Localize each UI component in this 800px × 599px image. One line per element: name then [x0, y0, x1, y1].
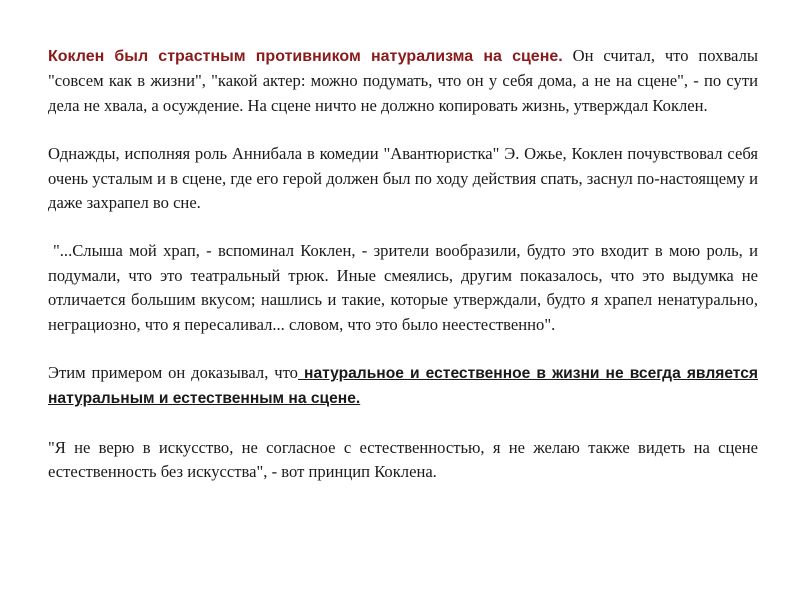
paragraph-5-quote: "Я не верю в искусство, не согласное с естественностью, я не желаю также видеть на сцене естественность без искусства", - вот принцип Коклена. [48, 437, 758, 482]
paragraph-2: Однажды, исполняя роль Аннибала в комедии "Авантюристка" Э. Ожье, Коклен почувствовал себя очень усталым и в сцене, где его герой должен был по ходу действия спать, заснул по-настоящему и даже захрапел во сне. [48, 144, 758, 213]
paragraph-4-emphasis: натуральное и естественное в жизни не всегда является натуральным и естественным на сцене. [48, 365, 758, 408]
paragraph-3-quote: "...Слыша мой храп, - вспоминал Коклен, - зрители вообразили, будто это входит в мою роль, и подумали, что это театральный трюк. Иные смеялись, другим показалось, что это выдумка не отличается большим вкусом; нашлись и такие, которые утверждали, будто я храпел ненатурально, неграциозно, что я пересаливал... словом, что это было неестественно". [48, 241, 758, 334]
paragraph-4 [48, 361, 758, 412]
paragraph-4-text: Этим примером он доказывал, что [48, 363, 298, 383]
paragraph-1-text: Он считал, что похвалы "совсем как в жизни", "какой актер: можно подумать, что он у себя дома, а не на сцене", - по сути дела не хвала, а осуждение. На сцене ничто не должно копировать жизнь, утверждал Коклен. [48, 46, 758, 115]
paragraph-1-lead: Коклен был страстным противником натурализма на сцене. [48, 48, 563, 65]
slide-body [48, 44, 758, 485]
paragraph-1 [48, 44, 758, 118]
